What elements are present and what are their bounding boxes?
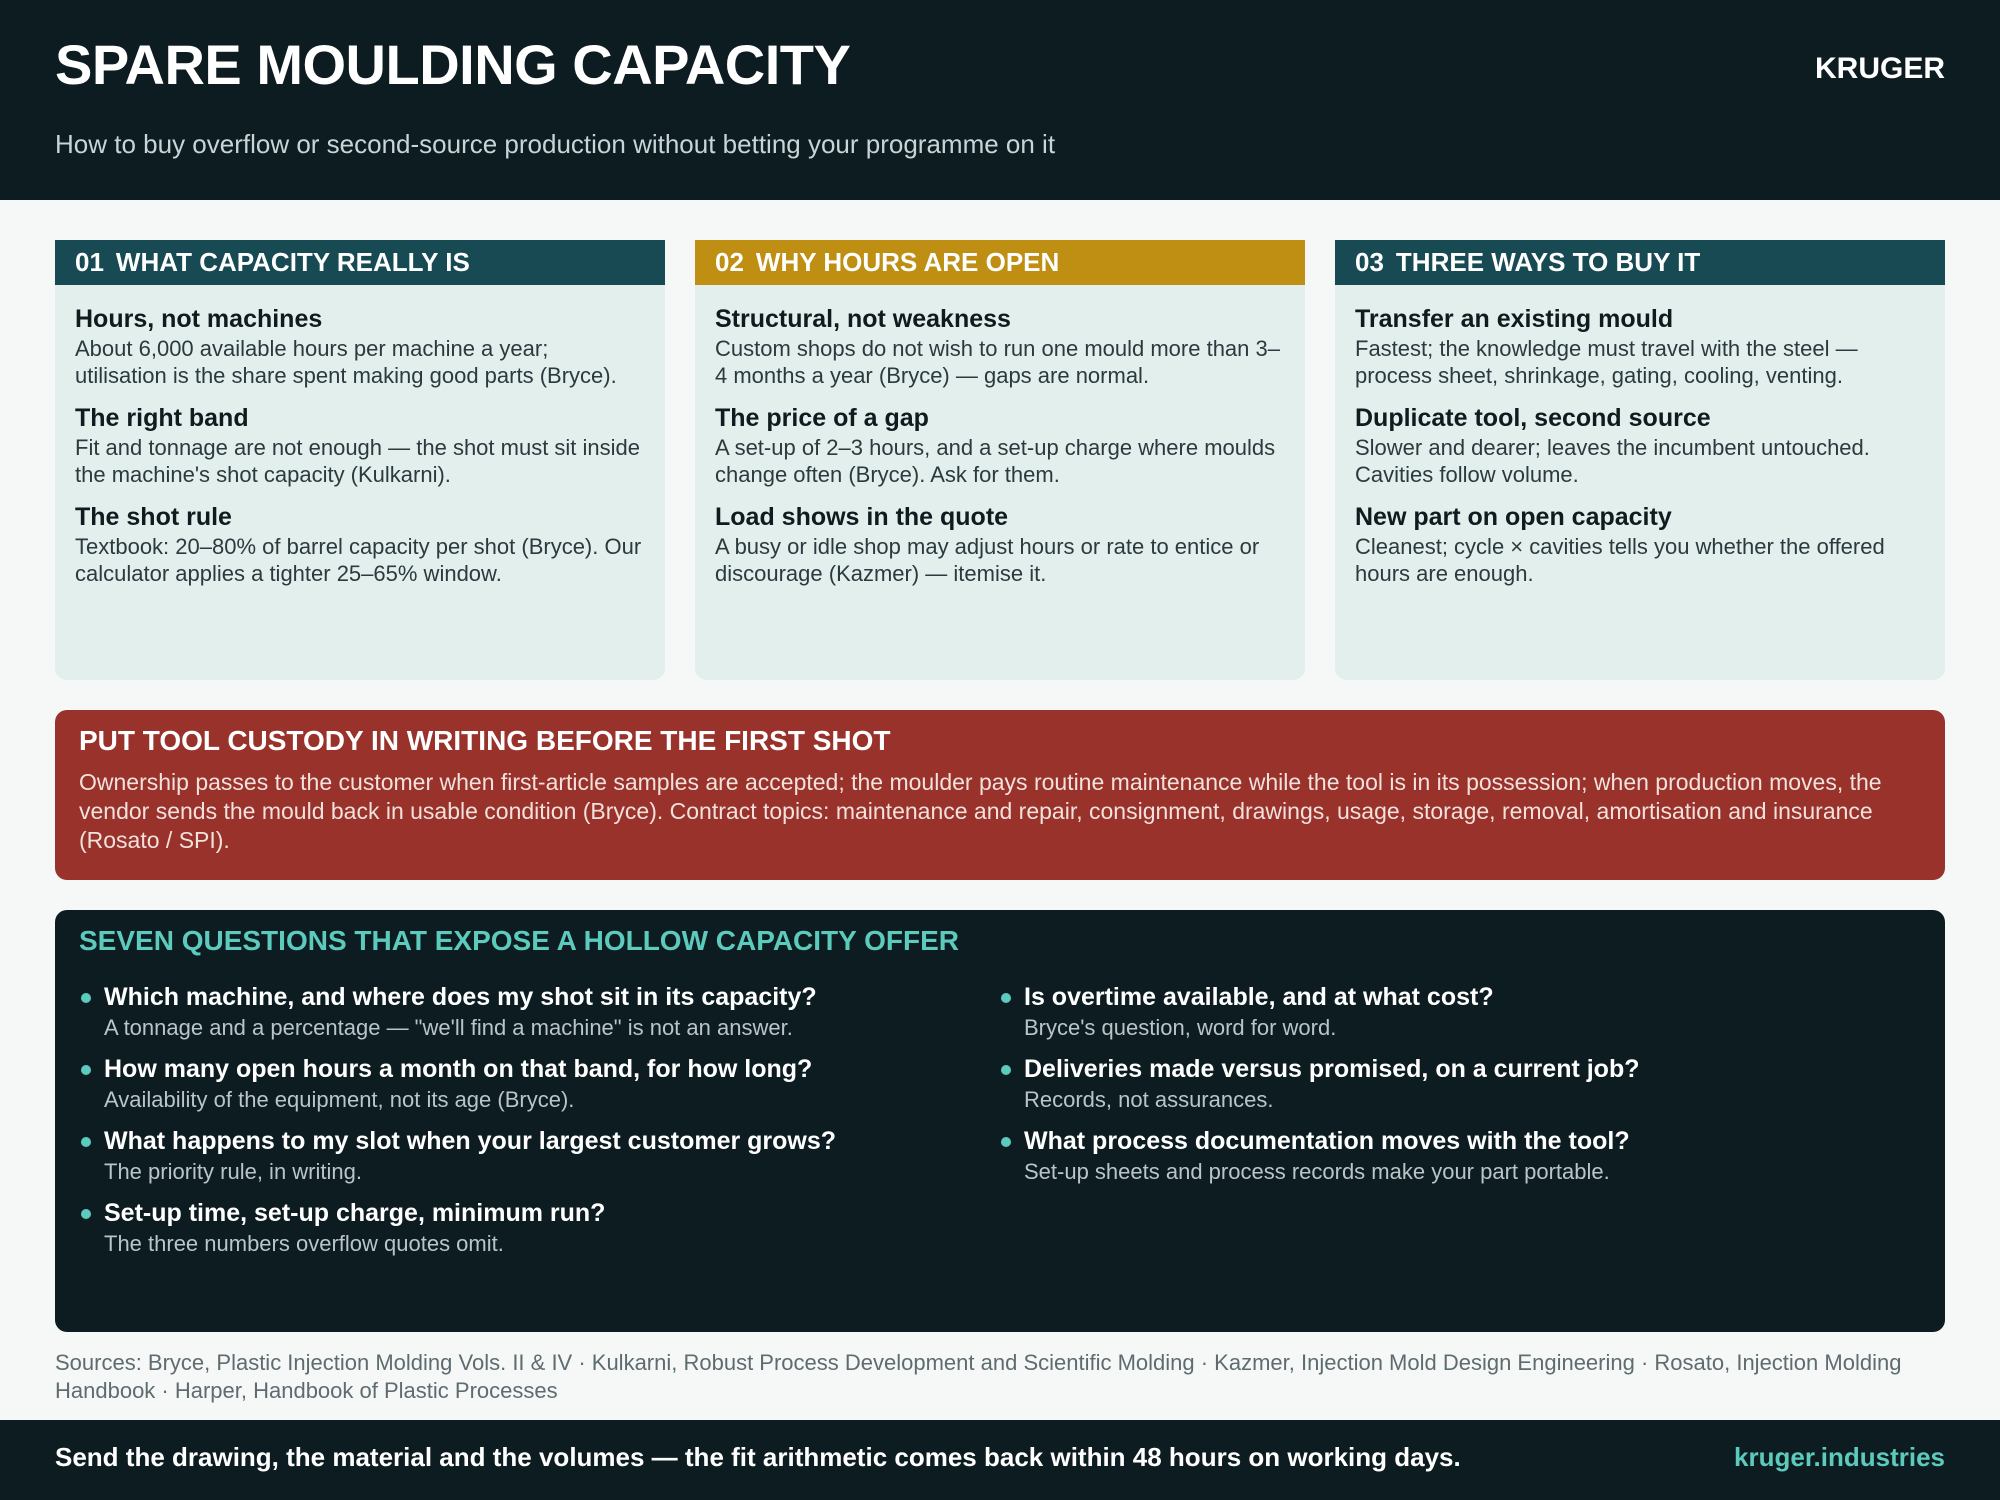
item-title: Duplicate tool, second source bbox=[1355, 404, 1711, 432]
question-item bbox=[999, 1052, 1919, 1114]
bullet-dot-icon bbox=[1001, 1137, 1011, 1147]
section-title: WHY HOURS ARE OPEN bbox=[755, 247, 1060, 277]
question-item bbox=[79, 1124, 979, 1186]
section-item bbox=[1355, 501, 1925, 587]
question-item bbox=[79, 1196, 979, 1258]
bullet-dot-icon bbox=[1001, 1065, 1011, 1075]
section-item bbox=[75, 402, 645, 488]
section-number: 03 bbox=[1355, 247, 1384, 277]
sources-note: Sources: Bryce, Plastic Injection Molding Vols. II & IV · Kulkarni, Robust Process Development and Scientific Molding · Kazmer, Injection Mold Design Engineering · Rosato, Injection Molding Handbook · Harper, Handbook of Plastic Processes bbox=[55, 1350, 1902, 1403]
bullet-dot-icon bbox=[81, 1137, 91, 1147]
question-text: Set-up time, set-up charge, minimum run? bbox=[104, 1199, 606, 1227]
question-item bbox=[79, 980, 979, 1042]
question-text: What happens to my slot when your largest customer grows? bbox=[104, 1127, 837, 1155]
section-card-capacity bbox=[55, 240, 665, 680]
question-text: Which machine, and where does my shot sit in its capacity? bbox=[104, 983, 817, 1011]
question-note: The three numbers overflow quotes omit. bbox=[104, 1231, 504, 1256]
questions-title: SEVEN QUESTIONS THAT EXPOSE A HOLLOW CAPACITY OFFER bbox=[79, 925, 959, 956]
question-item bbox=[79, 1052, 979, 1114]
item-text: Custom shops do not wish to run one mould more than 3–4 months a year (Bryce) — gaps are normal. bbox=[715, 336, 1280, 388]
item-text: Textbook: 20–80% of barrel capacity per shot (Bryce). Our calculator applies a tighter 25–65% window. bbox=[75, 534, 642, 586]
section-number: 02 bbox=[715, 247, 744, 277]
section-item bbox=[715, 303, 1285, 389]
section-card-buy-options bbox=[1335, 240, 1945, 680]
section-item bbox=[1355, 402, 1925, 488]
section-title: WHAT CAPACITY REALLY IS bbox=[115, 247, 470, 277]
question-item bbox=[999, 980, 1919, 1042]
section-header bbox=[55, 240, 665, 285]
page-title: SPARE MOULDING CAPACITY bbox=[55, 33, 851, 96]
item-text: About 6,000 available hours per machine a year; utilisation is the share spent making good parts (Bryce). bbox=[75, 336, 617, 388]
website-link[interactable]: kruger.industries bbox=[1734, 1442, 1945, 1472]
page-subtitle: How to buy overflow or second-source production without betting your programme on it bbox=[55, 129, 1056, 159]
question-note: Bryce's question, word for word. bbox=[1024, 1015, 1337, 1040]
item-text: A busy or idle shop may adjust hours or rate to entice or discourage (Kazmer) — itemise it. bbox=[715, 534, 1260, 586]
question-text: Is overtime available, and at what cost? bbox=[1024, 983, 1494, 1011]
question-text: What process documentation moves with the tool? bbox=[1024, 1127, 1630, 1155]
questions-column-right bbox=[999, 980, 1919, 1196]
brand-logo[interactable]: KRUGER bbox=[1814, 52, 1945, 85]
question-note: The priority rule, in writing. bbox=[104, 1159, 362, 1184]
item-text: Slower and dearer; leaves the incumbent untouched. Cavities follow volume. bbox=[1355, 435, 1870, 487]
item-title: Structural, not weakness bbox=[715, 305, 1011, 333]
section-item bbox=[715, 501, 1285, 587]
custody-title: PUT TOOL CUSTODY IN WRITING BEFORE THE FIRST SHOT bbox=[79, 725, 891, 756]
item-text: Fit and tonnage are not enough — the shot must sit inside the machine's shot capacity (Kulkarni). bbox=[75, 435, 641, 487]
bullet-dot-icon bbox=[81, 1209, 91, 1219]
question-note: A tonnage and a percentage — "we'll find a machine" is not an answer. bbox=[104, 1015, 793, 1040]
item-title: The price of a gap bbox=[715, 404, 929, 432]
question-note: Availability of the equipment, not its age (Bryce). bbox=[104, 1087, 575, 1112]
bullet-dot-icon bbox=[1001, 993, 1011, 1003]
item-text: Cleanest; cycle × cavities tells you whether the offered hours are enough. bbox=[1355, 534, 1885, 586]
section-title: THREE WAYS TO BUY IT bbox=[1395, 247, 1701, 277]
section-item bbox=[1355, 303, 1925, 389]
custody-text: Ownership passes to the customer when first-article samples are accepted; the moulder pays routine maintenance while the tool is in its possession; when production moves, the vendor sends the mould back in usable condition (Bryce). Contract topics: maintenance and repair, consignment, drawings, usage, storage, removal, amortisation and insurance (Rosato / SPI). bbox=[79, 769, 1882, 853]
item-title: Hours, not machines bbox=[75, 305, 323, 333]
section-item bbox=[75, 501, 645, 587]
questions-panel bbox=[55, 910, 1945, 1332]
question-note: Records, not assurances. bbox=[1024, 1087, 1274, 1112]
section-item bbox=[75, 303, 645, 389]
item-title: The shot rule bbox=[75, 503, 232, 531]
question-text: Deliveries made versus promised, on a current job? bbox=[1024, 1055, 1640, 1083]
section-card-open-hours bbox=[695, 240, 1305, 680]
footer bbox=[0, 1420, 2000, 1500]
item-title: Load shows in the quote bbox=[715, 503, 1009, 531]
section-header bbox=[695, 240, 1305, 285]
footer-call-to-action: Send the drawing, the material and the volumes — the fit arithmetic comes back within 48 hours on working days. bbox=[55, 1442, 1461, 1472]
section-number: 01 bbox=[75, 247, 104, 277]
bullet-dot-icon bbox=[81, 1065, 91, 1075]
item-text: Fastest; the knowledge must travel with the steel — process sheet, shrinkage, gating, cooling, venting. bbox=[1355, 336, 1858, 388]
section-item bbox=[715, 402, 1285, 488]
item-title: New part on open capacity bbox=[1355, 503, 1672, 531]
item-text: A set-up of 2–3 hours, and a set-up charge where moulds change often (Bryce). Ask for them. bbox=[715, 435, 1276, 487]
questions-column-left bbox=[79, 980, 979, 1268]
item-title: Transfer an existing mould bbox=[1355, 305, 1674, 333]
tool-custody-banner bbox=[55, 710, 1945, 880]
question-text: How many open hours a month on that band, for how long? bbox=[104, 1055, 813, 1083]
section-header bbox=[1335, 240, 1945, 285]
item-title: The right band bbox=[75, 404, 249, 432]
question-item bbox=[999, 1124, 1919, 1186]
question-note: Set-up sheets and process records make your part portable. bbox=[1024, 1159, 1610, 1184]
bullet-dot-icon bbox=[81, 993, 91, 1003]
header bbox=[0, 0, 2000, 200]
